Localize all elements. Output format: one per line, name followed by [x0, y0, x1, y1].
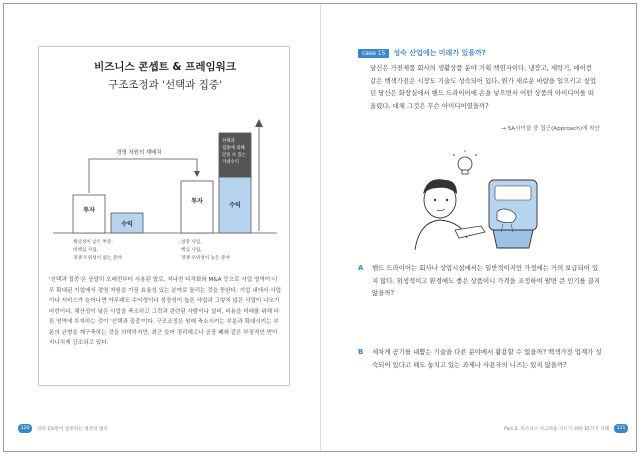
- after-invest-bar: [181, 181, 213, 233]
- concept-subtitle: 구조조정과 '선택과 집중': [108, 79, 222, 91]
- after-revenue-label: 수익: [229, 202, 241, 209]
- case-header: [358, 48, 486, 58]
- case-title: 성숙 산업에는 미래가 있을까?: [393, 49, 486, 57]
- footer-left-text: 상위 1%만이 실천하는 생각의 법칙: [37, 426, 108, 432]
- lightbulb-icon: [458, 157, 472, 171]
- concept-box: [38, 46, 290, 386]
- answer-a: [358, 262, 604, 300]
- redistribution-label: 경영 자원의 재배치: [116, 150, 162, 156]
- page-number-left: 120: [18, 424, 32, 433]
- concept-body: '선택과 집중'은 상당히 오래전부터 사용된 말로, 지나친 다각화와 M&A 등으로 사업 영역이 너무 확대된 기업에서 경영 자원을 가장 효율성 있는 분야로 돌리는 것을 뜻한다. 기업 내에서 사업이나 서비스가 늘어나면 아무래도 수익성이나 성장성이 높은 사업과 그렇지 않은 사업이 나오기 마련이다. 채산성이 낮은 사업을 축소하고 그것과 관련된 사람이나 설비, 비용을 미래를 위해 다른 영역에 투자하는 것이 '선택과 집중'이다. 구조조정은 원래 축소시키는 부분과 확대시키는 부분의 균형을 재구축하는 것을 의미하지만, 최근 들어 정리해고나 공장 폐쇄 같은 부정적인 면이 지나치게 강조되고 있다.: [49, 277, 282, 346]
- case-badge: case 15: [358, 49, 389, 58]
- after-invest-label: 투자: [191, 198, 203, 205]
- answer-b-mark: B: [358, 348, 364, 356]
- page-number-right: 121: [614, 424, 628, 433]
- caption-before: 채산성이 낮은 부문, 비핵심 사업, 경쟁 우위성이 없는 분야: [73, 240, 122, 261]
- footer-left: [18, 424, 108, 433]
- concept-title: 비즈니스 콘셉트 & 프레임워크: [94, 61, 236, 73]
- answer-b: [358, 346, 604, 371]
- answer-a-mark: A: [358, 264, 364, 272]
- caption-after: 성장 사업, 핵심 사업, 경쟁 우위성이 높은 분야: [181, 240, 230, 261]
- footer-right-text: Part 2. 비즈니스 사고력을 기르기 위한 15가지 사례: [504, 426, 609, 432]
- case-reference: → 5A사이클 중 접근(Approach)에 착안: [501, 126, 600, 132]
- expected-profit-label: 선택과 집중에 의해 얻을 수 있는 기대수익: [222, 139, 246, 165]
- answer-b-text: 세차게 공기를 내뿜는 기술을 다른 분야에서 활용할 수 없을까? 백색가전 업계가 성숙되어 있다고 해도 놓치고 있는 과제나 사용자의 니즈는 있지 않을까?: [372, 348, 602, 369]
- case-text: 당신은 가전제품 회사의 생활상품 분야 기획 책임자이다. 냉장고, 세탁기, 에어컨 같은 백색가전은 시장도 기술도 성숙되어 있다. 뭔가 새로운 바람을 일으키고 싶었던 당신은 화장실에서 핸드 드라이어에 손을 넣으면서 어떤 상품의 아이디어를 떠올렸다. 대체 그것은 무슨 아이디어였을까?: [370, 64, 597, 110]
- restructuring-diagram: [39, 47, 291, 272]
- answer-a-text: 핸드 드라이어는 회사나 상업시설에서는 일반적이지만 가정에는 거의 보급되어 있지 않다. 위생적이고 환경에도 좋은 상품이니 가격을 조정하여 팔면 큰 인기를 끌지 않을까?: [372, 264, 601, 298]
- before-invest-label: 투자: [83, 207, 95, 214]
- book-spine: [320, 4, 321, 451]
- hand-dryer-illustration: [385, 150, 555, 250]
- footer-right: [504, 424, 628, 433]
- before-invest-bar: [73, 195, 105, 233]
- before-revenue-label: 수익: [121, 221, 133, 228]
